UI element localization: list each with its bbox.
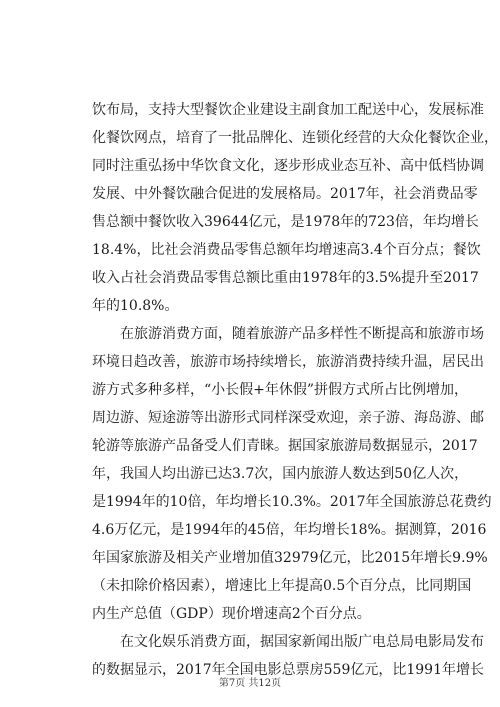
text-line: 游方式多种多样，“小长假+年休假”拼假方式所占比例增加， <box>92 382 469 398</box>
text-line: （未扣除价格因素），增速比上年提高0.5个百分点，比同期国 <box>92 578 472 594</box>
text-line: 售总额中餐饮收入39644亿元，是1978年的723倍，年均增长 <box>92 214 479 230</box>
text-line: 在文化娱乐消费方面，据国家新闻出版广电总局电影局发布 <box>120 634 484 650</box>
text-line: 收入占社会消费品零售总额比重由1978年的3.5%提升至2017 <box>92 270 479 286</box>
paragraph-tourism <box>92 320 492 628</box>
text-line: 在旅游消费方面，随着旅游产品多样性不断提高和旅游市场 <box>120 326 484 342</box>
text-line: 饮布局，支持大型餐饮企业建设主副食加工配送中心，发展标准 <box>92 102 484 118</box>
body-text <box>92 96 498 684</box>
text-line: 发展、中外餐饮融合促进的发展格局。2017年，社会消费品零 <box>92 186 478 202</box>
text-line: 年，我国人均出游已达3.7次，国内旅游人数达到50亿人次， <box>92 466 469 482</box>
text-line: 4.6万亿元，是1994年的45倍，年均增长18%。据测算，2016 <box>92 522 487 538</box>
text-line: 年国家旅游及相关产业增加值32979亿元，比2015年增长9.9% <box>92 550 488 566</box>
page-number: 第7页 共12页 <box>218 678 282 689</box>
text-line: 内生产总值（GDP）现价增速高2个百分点。 <box>92 606 371 622</box>
text-line: 年的10.8%。 <box>92 298 179 314</box>
text-line: 是1994年的10倍，年均增长10.3%。2017年全国旅游总花费约 <box>92 494 492 510</box>
text-line: 轮游等旅游产品备受人们青睐。据国家旅游局数据显示，2017 <box>92 438 478 454</box>
page-footer <box>0 674 500 689</box>
text-line: 的数据显示，2017年全国电影总票房559亿元，比1991年增长 <box>92 662 484 678</box>
text-line: 周边游、短途游等出游形式同样深受欢迎，亲子游、海岛游、邮 <box>92 410 484 426</box>
text-line: 化餐饮网点，培育了一批品牌化、连锁化经营的大众化餐饮企业， <box>92 130 498 146</box>
paragraph-dining <box>92 96 498 320</box>
text-line: 18.4%，比社会消费品零售总额年均增速高3.4个百分点；餐饮 <box>92 242 481 258</box>
text-line: 环境日趋改善，旅游市场持续增长，旅游消费持续升温，居民出 <box>92 354 484 370</box>
text-line: 同时注重弘扬中华饮食文化，逐步形成业态互补、高中低档协调 <box>92 158 484 174</box>
